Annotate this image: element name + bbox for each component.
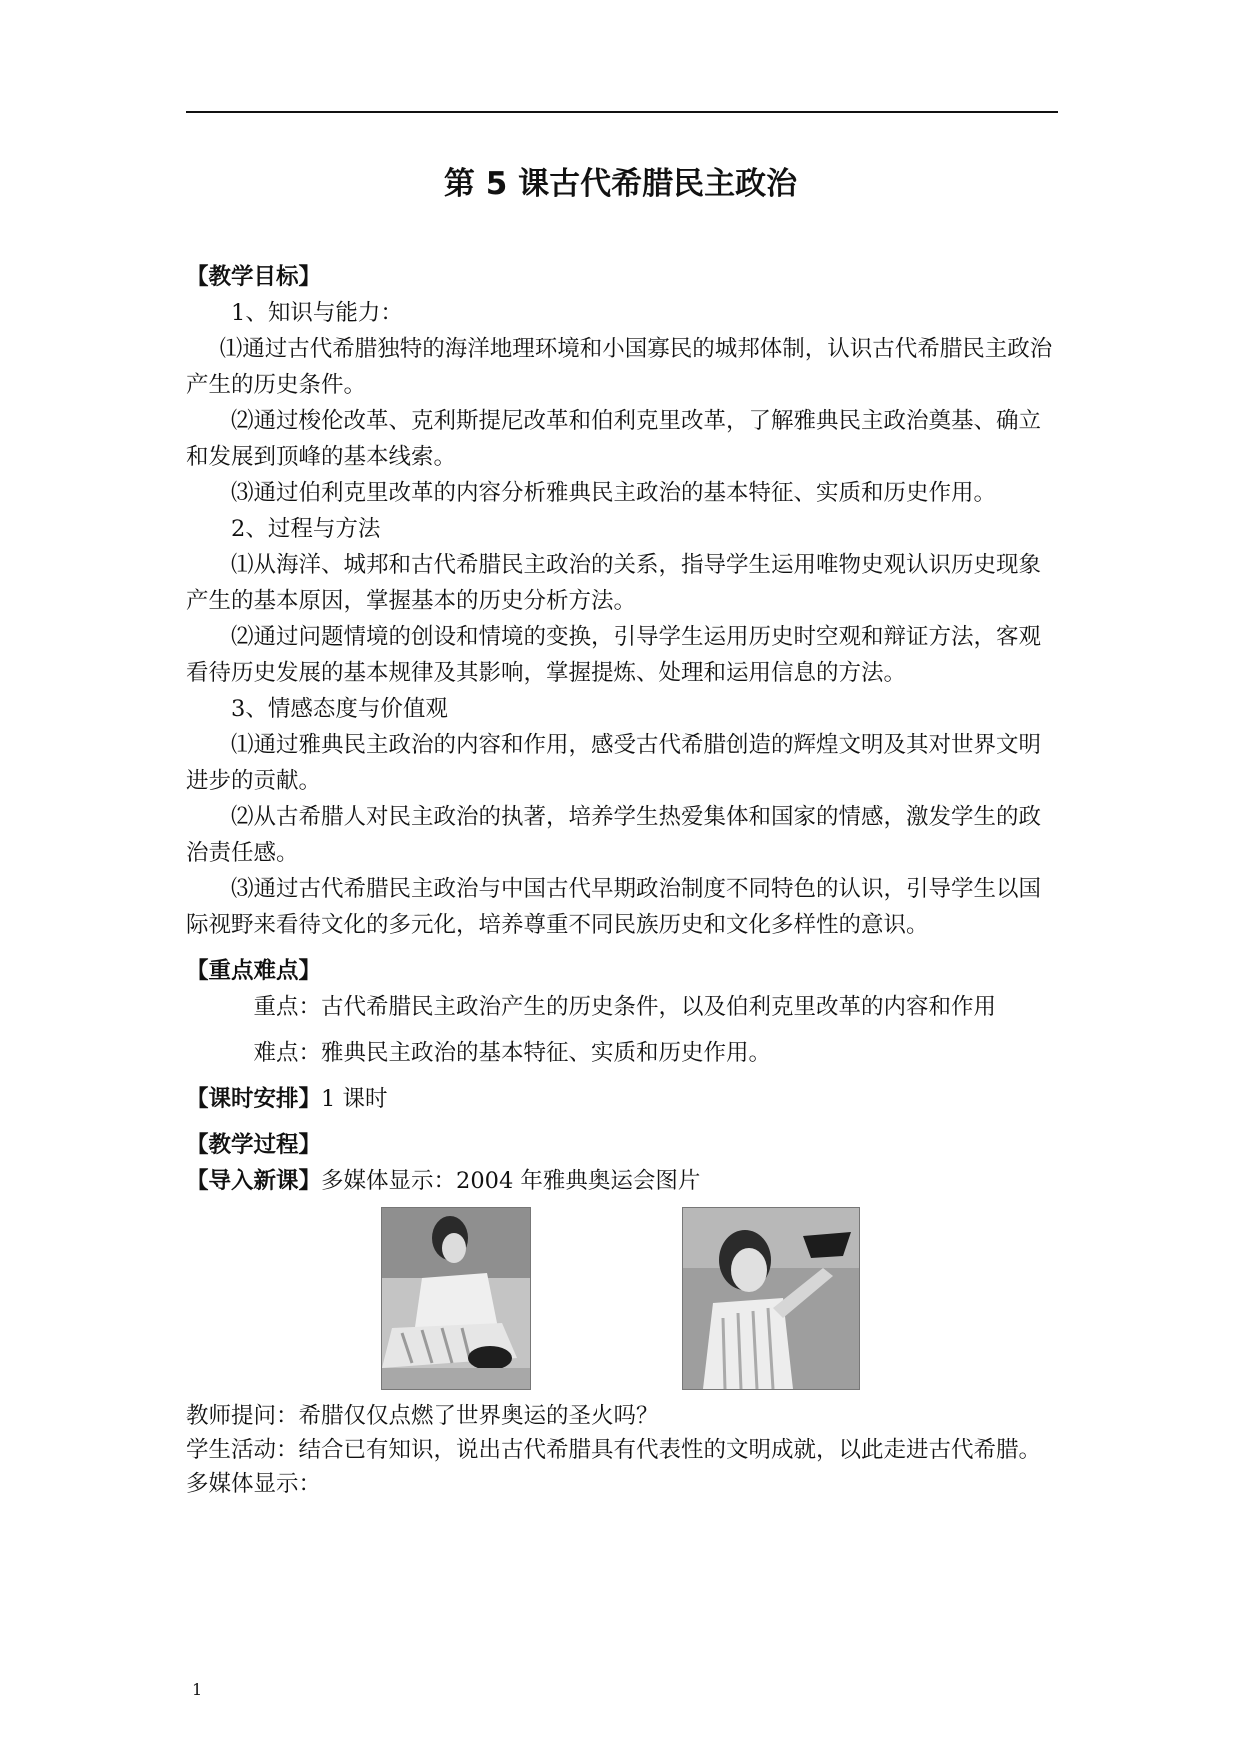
goals-section-2-title: 2、过程与方法 <box>231 516 381 542</box>
goals-s3-item-1: ⑴通过雅典民主政治的内容和作用，感受古代希腊创造的辉煌文明及其对世界文明进步的贡献。 <box>186 732 1042 794</box>
page-title: 第 5 课古代希腊民主政治 <box>443 166 798 202</box>
document-body <box>186 259 1058 1502</box>
goals-section-1-title: 1、知识与能力： <box>231 300 403 326</box>
key-difficulty: 难点：雅典民主政治的基本特征、实质和历史作用。 <box>253 1040 772 1066</box>
schedule-line <box>186 1081 1058 1117</box>
intro-line <box>186 1163 1058 1199</box>
goals-s1-item-3: ⑶通过伯利克里改革的内容分析雅典民主政治的基本特征、实质和历史作用。 <box>231 480 997 506</box>
goals-s2-item-1: ⑴从海洋、城邦和古代希腊民主政治的关系，指导学生运用唯物史观认识历史现象产生的基本原因，掌握基本的历史分析方法。 <box>186 552 1042 614</box>
teacher-question: 教师提问：希腊仅仅点燃了世界奥运的圣火吗？ <box>186 1403 659 1429</box>
process-heading: 【教学过程】 <box>186 1132 322 1158</box>
header-rule <box>186 111 1058 113</box>
goals-heading: 【教学目标】 <box>186 264 322 290</box>
intro-heading: 【导入新课】 <box>186 1168 322 1194</box>
goals-s1-item-1: ⑴通过古代希腊独特的海洋地理环境和小国寡民的城邦体制，认识古代希腊民主政治产生的历史条件。 <box>186 336 1053 398</box>
key-heading: 【重点难点】 <box>186 958 322 984</box>
olympics-photos <box>186 1207 1058 1392</box>
key-focus: 重点：古代希腊民主政治产生的历史条件，以及伯利克里改革的内容和作用 <box>253 994 997 1020</box>
media-display: 多媒体显示： <box>186 1471 322 1497</box>
goals-s3-item-3: ⑶通过古代希腊民主政治与中国古代早期政治制度不同特色的认识，引导学生以国际视野来看待文化的多元化，培养尊重不同民族历史和文化多样性的意识。 <box>186 876 1042 938</box>
priestess-photo <box>682 1207 860 1390</box>
goals-s1-item-2: ⑵通过梭伦改革、克利斯提尼改革和伯利克里改革，了解雅典民主政治奠基、确立和发展到顶峰的基本线索。 <box>186 408 1042 470</box>
page-number: 1 <box>192 1680 203 1699</box>
torch-lighting-photo <box>381 1207 531 1390</box>
schedule-value: 1 课时 <box>321 1086 388 1112</box>
student-activity: 学生活动：结合已有知识，说出古代希腊具有代表性的文明成就，以此走进古代希腊。 <box>186 1437 1042 1463</box>
intro-text: 多媒体显示：2004 年雅典奥运会图片 <box>321 1168 701 1194</box>
goals-section-3-title: 3、情感态度与价值观 <box>231 696 448 722</box>
goals-s3-item-2: ⑵从古希腊人对民主政治的执著，培养学生热爱集体和国家的情感，激发学生的政治责任感。 <box>186 804 1042 866</box>
schedule-heading: 【课时安排】 <box>186 1086 322 1112</box>
goals-s2-item-2: ⑵通过问题情境的创设和情境的变换，引导学生运用历史时空观和辩证方法，客观看待历史发展的基本规律及其影响，掌握提炼、处理和运用信息的方法。 <box>186 624 1042 686</box>
